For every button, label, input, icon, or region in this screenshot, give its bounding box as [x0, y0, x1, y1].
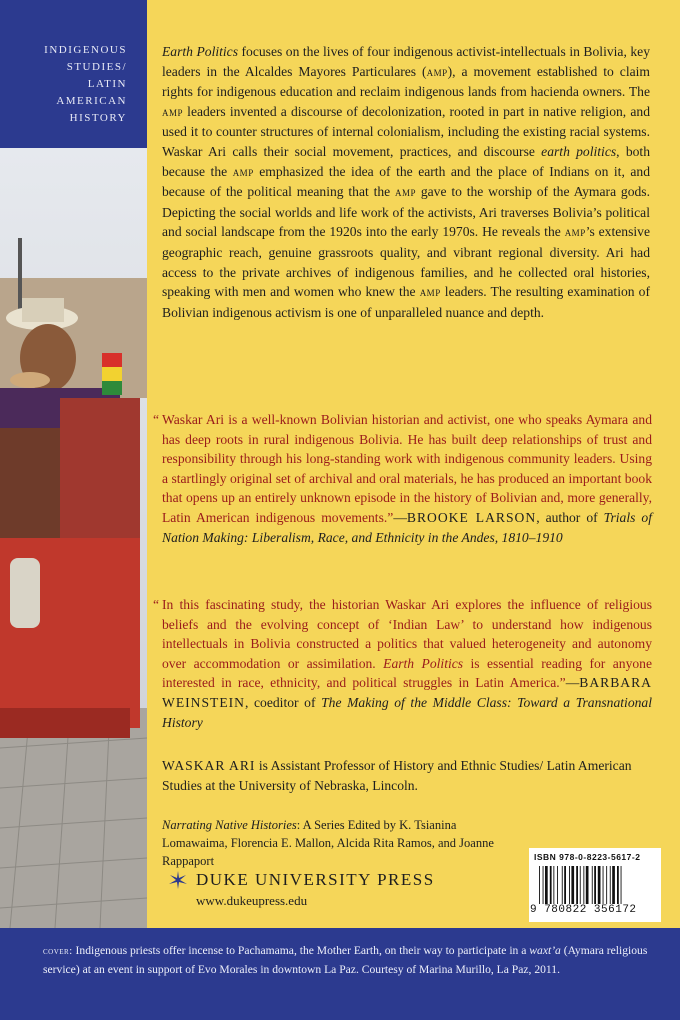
description — [162, 42, 650, 322]
series-line: AMERICAN — [56, 95, 127, 107]
description-text: Earth Politics focuses on the lives of four indigenous activist-intellectuals in Bolivia, key leaders in the Alcaldes Mayores Particulares (amp), a movement established to claim rights for indigenous education and reclaim indigenous lands from hacienda owners. The amp leaders invented a discourse of decolonization, rooted in part in native religion, and used it to counter structures of internal colonialism, including the existing racial systems. Waskar Ari calls their social movement, practices, and discourse earth politics, both because the amp emphasized the idea of the earth and the place of Indians on it, and because of the political meaning that the amp gave to the worship of the Aymara gods. Depicting the social worlds and life work of the activists, Ari traverses Bolivia’s political and social landscape from the 1920s into the early 1970s. He reveals the amp’s extensive geographic reach, genuine grassroots quality, and vibrant regional diversity. Ari had access to the private archives of indigenous families, and he collected oral histories, speaking with men and women who knew the amp leaders. The resulting examination of Bolivian indigenous activism is one of unparalleled nuance and depth. — [162, 44, 651, 320]
book-title: Earth Politics — [162, 44, 239, 59]
endorser-name: BARBARA WEINSTEIN — [162, 675, 652, 710]
endorser-book: The Making of the Middle Class: Toward a Transnational History — [162, 694, 653, 730]
series-line: STUDIES/ — [66, 61, 127, 73]
series-line: INDIGENOUS — [44, 44, 127, 56]
cover-caption: cover: Indigenous priests offer incense to Pachamama, the Mother Earth, on their way to participate in a waxt’a (Aymara religious service) at an event in support of Evo Morales in downtown La Paz. Courtesy of Marina Murillo, La Paz, 2011. — [43, 944, 648, 976]
press-logo-icon — [168, 870, 188, 890]
series-label-box — [0, 0, 147, 148]
endorsement-weinstein: “ In this fascinating study, the historian Waskar Ari explores the influence of religious beliefs and the evolving concept of ‘Indian Law’ to understand how indigenous intellectuals in Bolivia constructed a politics that valued heterogeneity and autonomy over accommodation or assimilation. Earth Politics is essential reading for anyone interested in race, ethnicity, and political struggles in Latin America.”—BARBARA WEINSTEIN, coeditor of The Making of the Middle Class: Toward a Transnational History — [153, 597, 653, 730]
endorser-name: BROOKE LARSON — [406, 509, 537, 525]
author-bio: WASKAR ARI is Assistant Professor of History and Ethnic Studies/ Latin American Studies at the University of Nebraska, Lincoln. — [162, 758, 632, 793]
barcode-digits: 9 780822 356172 — [530, 904, 637, 916]
cover-photo — [0, 148, 147, 928]
series-line: LATIN — [87, 78, 127, 90]
press-name: DUKE UNIVERSITY PRESS — [196, 870, 435, 889]
cover-caption-band — [0, 928, 680, 1020]
endorser-book: Trials of Nation Making: Liberalism, Race, and Ethnicity in the Andes, 1810–1910 — [162, 509, 652, 545]
series-line: HISTORY — [69, 112, 127, 124]
endorsement-larson: “ Waskar Ari is a well-known Bolivian historian and activist, one who speaks Aymara and has deep roots in rural indigenous Bolivia. He has built deep relationships of trust and responsibility through his long-standing work with indigenous community leaders. Using a startlingly original set of archival and oral materials, he has produced an important book that opens up an entirely unknown episode in the history of Bolivian and, more generally, Latin American indigenous movements.”—BROOKE LARSON, author of Trials of Nation Making: Liberalism, Race, and Ethnicity in the Andes, 1810–1910 — [153, 412, 652, 545]
press-url: www.dukeupress.edu — [196, 893, 308, 908]
publisher — [168, 870, 435, 909]
series-note: Narrating Native Histories: A Series Edited by K. Tsianina Lomawaima, Florencia E. Mallon, Alcida Rita Ramos, and Joanne Rappaport — [162, 818, 494, 868]
isbn: ISBN 978-0-8223-5617-2 — [534, 852, 641, 862]
author-name: WASKAR ARI — [162, 758, 256, 773]
